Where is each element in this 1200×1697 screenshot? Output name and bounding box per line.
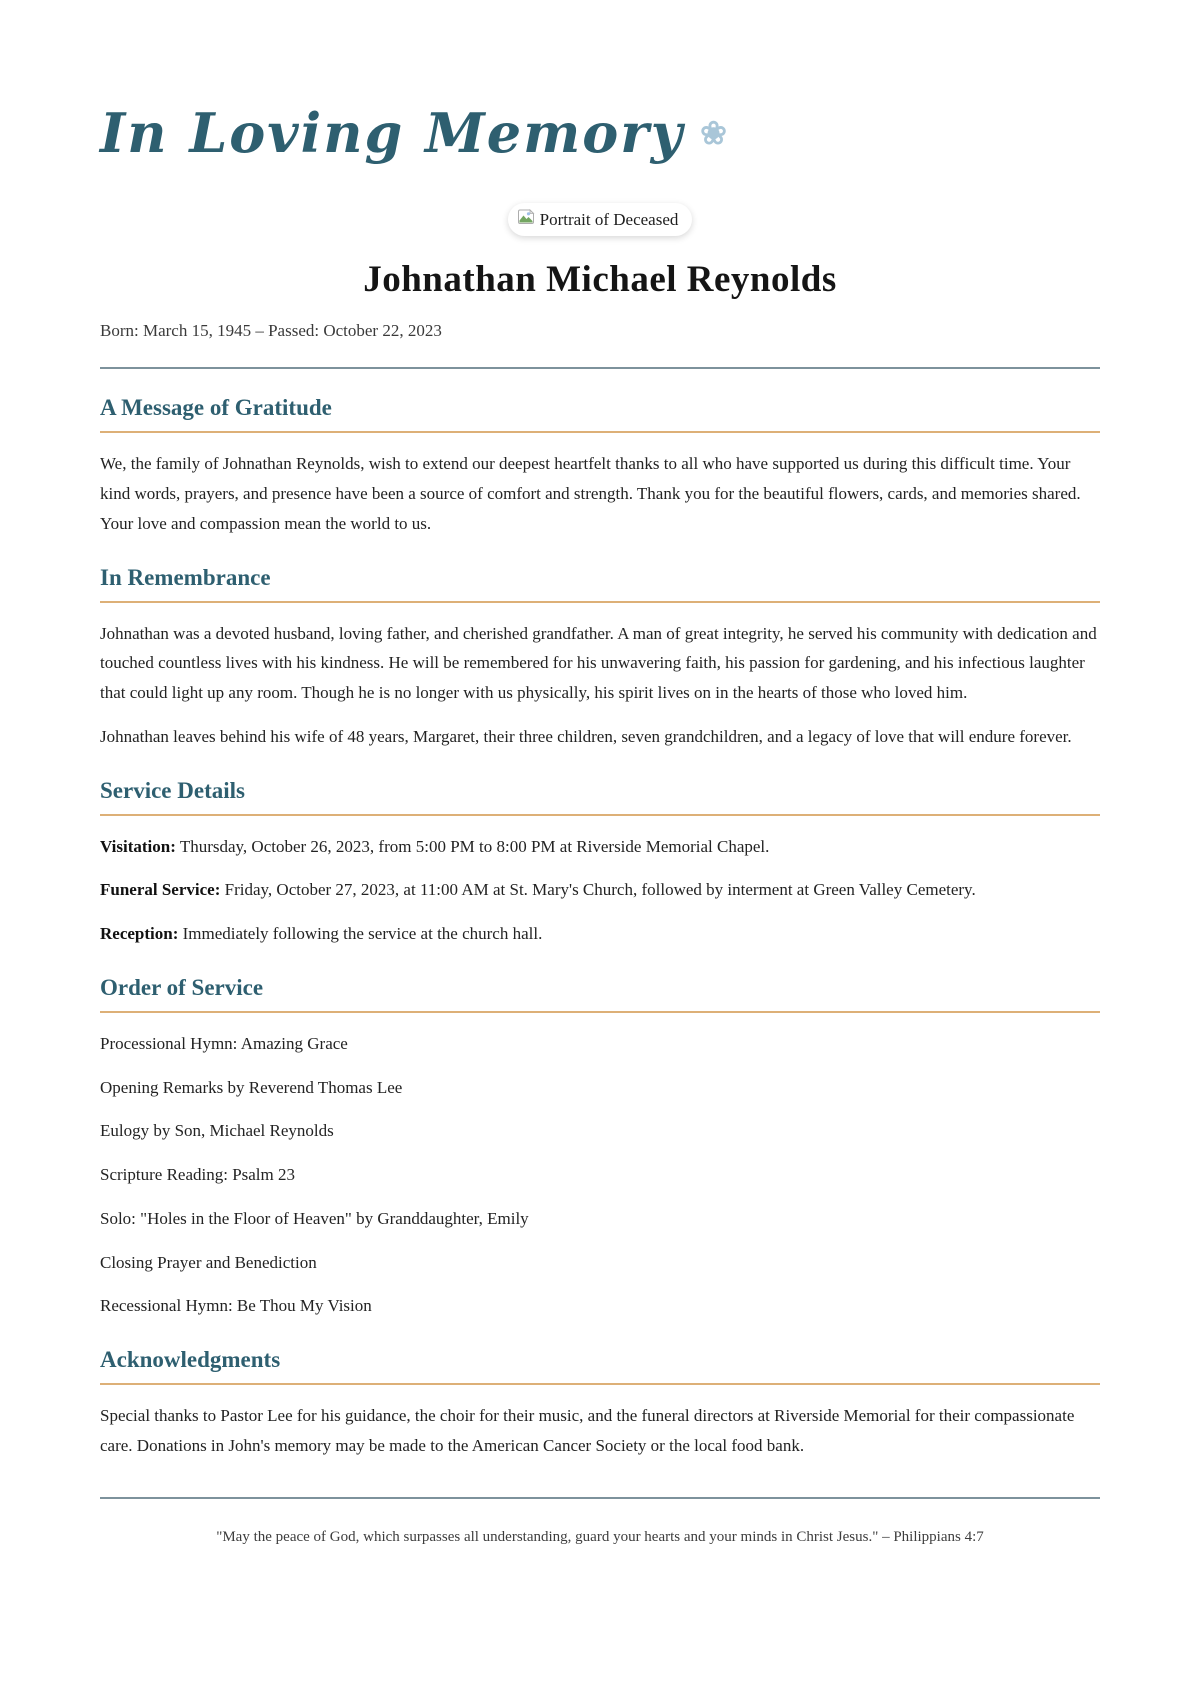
section-acknowledgments [100,1347,1100,1461]
gratitude-heading: A Message of Gratitude [100,395,1100,433]
remembrance-paragraph-1: Johnathan was a devoted husband, loving father, and cherished grandfather. A man of great integrity, he served his community with dedication and touched countless lives with his kindness. He will be remembered for his unwavering faith, his passion for gardening, and his infectious laughter that could light up any room. Though he is no longer with us physically, his spirit lives on in the hearts of those who loved him. [100,623,1097,703]
page-title-text: In Loving Memory [100,101,685,165]
content-container [100,0,1100,1549]
acknowledgments-heading: Acknowledgments [100,1347,1100,1385]
reception-text: Immediately following the service at the church hall. [178,924,543,944]
reception-label: Reception: [100,924,179,944]
deceased-name: Johnathan Michael Reynolds [363,259,837,301]
service-detail-visitation [100,832,1100,862]
birth-death-dates: Born: March 15, 1945 – Passed: October 22, 2023 [100,321,442,341]
order-item-scripture: Scripture Reading: Psalm 23 [100,1165,296,1185]
remembrance-heading: In Remembrance [100,565,1100,603]
order-item-recessional: Recessional Hymn: Be Thou My Vision [100,1296,372,1316]
funeral-service-text: Friday, October 27, 2023, at 11:00 AM at St. Mary's Church, followed by interment at Green Valley Cemetery. [220,880,976,900]
order-item-closing-prayer: Closing Prayer and Benediction [100,1252,317,1272]
page-title [100,101,1100,165]
remembrance-paragraph-2: Johnathan leaves behind his wife of 48 years, Margaret, their three children, seven grandchildren, and a legacy of love that will endure forever. [100,726,1072,746]
section-remembrance [100,565,1100,752]
flower-icon: ❀ [700,114,727,152]
visitation-text: Thursday, October 26, 2023, from 5:00 PM to 8:00 PM at Riverside Memorial Chapel. [175,836,770,856]
portrait-alt-text: Portrait of Deceased [539,209,679,229]
section-order-of-service [100,975,1100,1321]
broken-image-icon [517,209,537,230]
funeral-service-label: Funeral Service: [100,880,221,900]
portrait-section [100,203,1100,236]
footer-scripture-quote: "May the peace of God, which surpasses all understanding, guard your hearts and your minds in Christ Jesus." – Philippians 4:7 [216,1528,984,1545]
order-item-opening-remarks: Opening Remarks by Reverend Thomas Lee [100,1077,403,1097]
order-item-eulogy: Eulogy by Son, Michael Reynolds [100,1121,334,1141]
service-detail-funeral [100,875,1100,905]
portrait-broken-image [508,203,693,236]
section-service-details [100,778,1100,949]
top-divider [100,367,1100,369]
order-item-processional: Processional Hymn: Amazing Grace [100,1033,348,1053]
bottom-divider [100,1497,1100,1499]
order-item-solo: Solo: "Holes in the Floor of Heaven" by Granddaughter, Emily [100,1208,529,1228]
visitation-label: Visitation: [100,836,176,856]
service-details-heading: Service Details [100,778,1100,816]
service-detail-reception [100,919,1100,949]
gratitude-paragraph: We, the family of Johnathan Reynolds, wish to extend our deepest heartfelt thanks to all who have supported us during this difficult time. Your kind words, prayers, and presence have been a source of comfort and strength. Thank you for the beautiful flowers, cards, and memories shared. Your love and compassion mean the world to us. [100,454,1081,533]
order-of-service-heading: Order of Service [100,975,1100,1013]
acknowledgments-paragraph: Special thanks to Pastor Lee for his guidance, the choir for their music, and the funeral directors at Riverside Memorial for their compassionate care. Donations in John's memory may be made to the American Cancer Society or the local food bank. [100,1406,1075,1455]
section-gratitude [100,395,1100,538]
